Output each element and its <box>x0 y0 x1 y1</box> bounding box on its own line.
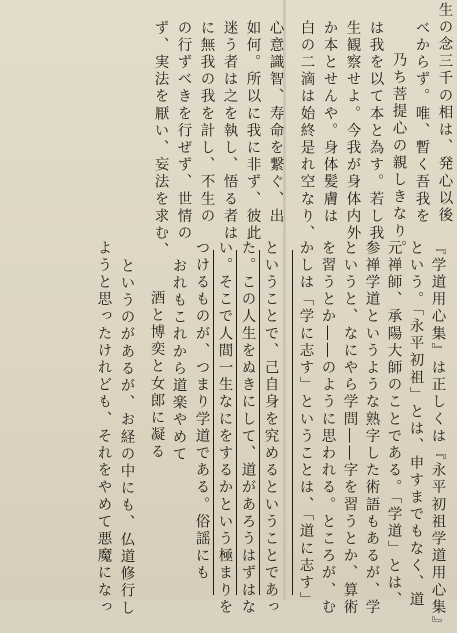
verse-line: 酒と博奕と女郎に凝る <box>148 290 165 461</box>
pen-underline <box>236 250 237 595</box>
text-column: べからず。唯、暫く吾我を <box>413 20 430 226</box>
text-column: の行ずべきを行ぜず、世情の <box>175 20 192 243</box>
text-column: ということで、己自身を究めるということであっ <box>262 240 279 617</box>
text-column: 元禅師、承陽大師のことである。「学道」とは、 <box>385 240 402 609</box>
text-column: か本とせんや。身体髪膚は <box>321 20 338 226</box>
text-column: という。「永平初祖」とは、申すまでもなく、道 <box>407 240 424 609</box>
text-column: 『学道用心集』は正しくは『永平初祖学道用心集』 <box>429 240 446 633</box>
text-column: ず、実法を厭い、妄法を求む、 <box>152 20 169 260</box>
text-column: を習うとか――のように思われる。ところが、む <box>319 240 336 617</box>
pen-underline <box>213 250 214 595</box>
text-column: かしは「学に志す」ということは、「道に志す」 <box>297 240 314 609</box>
verse-line: おれもこれから道楽やめて <box>170 258 187 464</box>
text-column: というと、なにやら学問――字を習うとか、算術 <box>341 240 358 617</box>
pen-underline <box>292 250 293 595</box>
text-column: 生の念三千の相は、発心以後 <box>436 2 453 225</box>
pen-underline <box>259 250 260 595</box>
text-column: 如何。所以に我に非ず、彼此 <box>244 20 261 243</box>
text-column: い。そこで人間一生なにをするかという極まりを <box>216 240 233 617</box>
text-column: た。この人生をぬきにして、道があろうはずはな <box>239 240 256 617</box>
text-column: つけるものが、つまり学道である。俗謡にも <box>193 240 210 582</box>
text-column: 心意識智、寿命を繋ぐ、出 <box>267 20 284 226</box>
text-column: 乃ち菩提心の親しきなり。 <box>390 52 407 258</box>
text-column: に無我の我を計し、不生の <box>198 20 215 226</box>
text-column: 参禅学道というような熟字した術語もあるが、学 <box>363 240 380 617</box>
text-column: ようと思ったけれども、それをやめて悪魔になっ <box>95 240 112 617</box>
text-column: というのがあるが、お経の中にも、仏道修行し <box>118 258 135 618</box>
text-column: 白の二滴は始終是れ空なり、 <box>298 20 315 243</box>
text-column: は我を以て本と為す。若し我 <box>367 20 384 243</box>
text-column: 生観察せよ。今我が身体内外 <box>344 20 361 243</box>
text-column: 迷う者は之を執し、悟る者は <box>221 20 238 243</box>
